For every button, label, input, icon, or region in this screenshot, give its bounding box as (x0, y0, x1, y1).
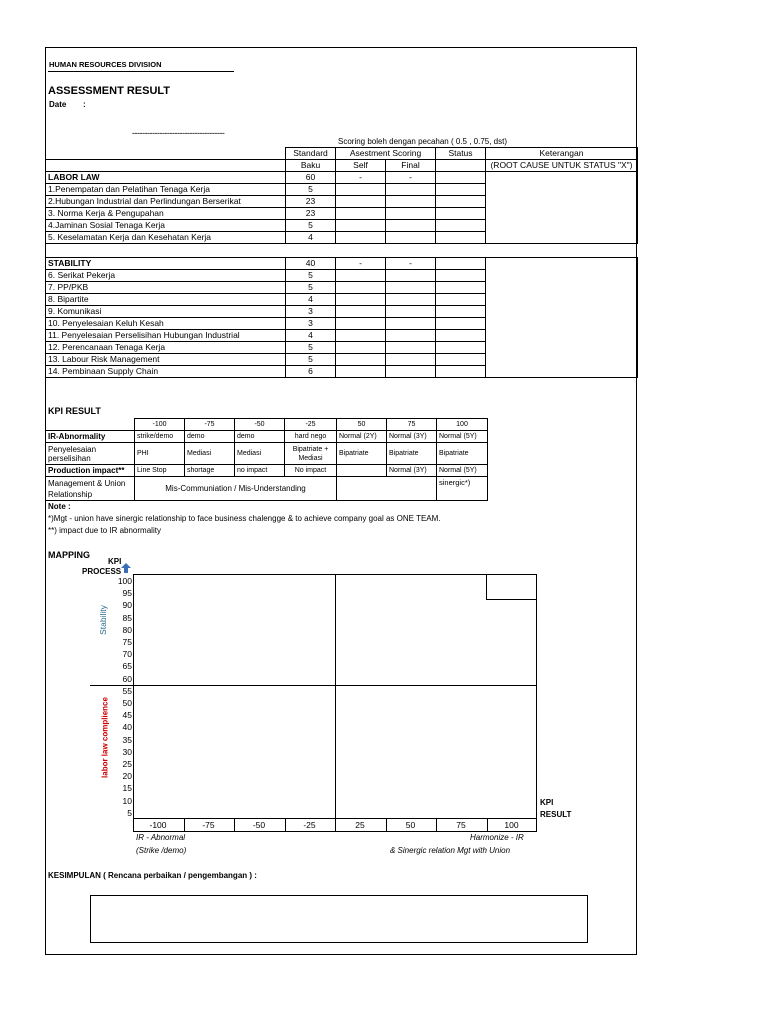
kpi-cell: Bipatriate + Mediasi (285, 443, 337, 465)
x-tick-label: -75 (202, 820, 215, 830)
item-standard: 5 (286, 354, 336, 366)
col-keterangan: Keterangan (486, 148, 638, 160)
item-final[interactable] (386, 354, 436, 366)
item-standard: 23 (286, 208, 336, 220)
item-self[interactable] (336, 208, 386, 220)
division-underline (48, 71, 234, 72)
kpi-cell: Bipatriate (387, 443, 437, 465)
table-row (46, 465, 488, 477)
x-tick-divider (487, 819, 488, 832)
stability-standard: 40 (286, 258, 336, 270)
kpi-cell: Normal (5Y) (437, 465, 488, 477)
item-self[interactable] (336, 196, 386, 208)
kpi-cell: PHI (135, 443, 185, 465)
table-row (46, 431, 488, 443)
item-status[interactable] (436, 232, 486, 244)
kpi-cell: strike/demo (135, 431, 185, 443)
item-status[interactable] (436, 366, 486, 378)
item-label: 5. Keselamatan Kerja dan Kesehatan Kerja (46, 232, 286, 244)
date-label: Date (49, 100, 67, 109)
spacer-row (46, 244, 638, 258)
x-tick-label: 75 (456, 820, 466, 830)
item-label: 14. Pembinaan Supply Chain (46, 366, 286, 378)
labor-law-status[interactable] (436, 172, 486, 184)
y-tick-label: 40 (122, 722, 132, 733)
kpi-score: -25 (285, 419, 337, 431)
kpi-cell: Mediasi (235, 443, 285, 465)
item-standard: 3 (286, 318, 336, 330)
kpi-score: 75 (387, 419, 437, 431)
left-caption-2: (Strike /demo) (136, 846, 187, 855)
up-arrow-icon (120, 562, 132, 574)
kpi-cell: Normal (3Y) (387, 465, 437, 477)
kpi-cell: shortage (185, 465, 235, 477)
item-standard: 5 (286, 184, 336, 196)
y-tick-label: 95 (122, 588, 132, 599)
item-final[interactable] (386, 184, 436, 196)
kpi-cell: Bipatriate (337, 443, 387, 465)
kpi-row-label: IR-Abnormality (46, 431, 135, 443)
item-standard: 5 (286, 282, 336, 294)
kpi-cell: Normal (2Y) (337, 431, 387, 443)
item-self[interactable] (336, 294, 386, 306)
item-label: 6. Serikat Pekerja (46, 270, 286, 282)
item-final[interactable] (386, 196, 436, 208)
kpi-row-label: Production impact** (46, 465, 135, 477)
x-tick-label: 50 (405, 820, 416, 830)
labor-law-keterangan[interactable] (486, 172, 638, 244)
stability-status[interactable] (436, 258, 486, 270)
y-tick-label: 90 (122, 600, 132, 611)
item-label: 4.Jaminan Sosial Tenaga Kerja (46, 220, 286, 232)
kpi-cell: hard nego (285, 431, 337, 443)
item-self[interactable] (336, 306, 386, 318)
y-tick-label: 50 (122, 698, 132, 708)
y-tick-label: 10 (122, 795, 132, 806)
item-self[interactable] (336, 342, 386, 354)
item-standard: 4 (286, 330, 336, 342)
x-tick-divider (184, 819, 185, 832)
x-tick-divider (285, 819, 286, 832)
kpi-cell: Bipatriate (437, 443, 488, 465)
y-tick-label: 35 (122, 734, 132, 745)
item-label: 11. Penyelesaian Perselisihan Hubungan Industrial (46, 330, 286, 342)
item-standard: 5 (286, 220, 336, 232)
kpi-cell: Line Stop (135, 465, 185, 477)
item-final[interactable] (386, 294, 436, 306)
y-tick-label: 70 (122, 649, 132, 660)
item-final[interactable] (386, 330, 436, 342)
kpi-table (45, 418, 488, 501)
y-tick-label: 65 (122, 661, 132, 672)
item-final[interactable] (386, 208, 436, 220)
item-label: 12. Perencanaan Tenaga Kerja (46, 342, 286, 354)
date-colon: : (83, 100, 86, 109)
scoring-note: Scoring boleh dengan pecahan ( 0.5 , 0.75, dst) (338, 137, 508, 146)
kpi-score: -75 (185, 419, 235, 431)
labor-law-final[interactable]: - (386, 172, 436, 184)
item-label: 1.Penempatan dan Pelatihan Tenaga Kerja (46, 184, 286, 196)
x-tick-divider (436, 819, 437, 832)
item-final[interactable] (386, 366, 436, 378)
item-label: 9. Komunikasi (46, 306, 286, 318)
horizontal-divider (133, 685, 537, 686)
kpi-score: -100 (135, 419, 185, 431)
item-final[interactable] (386, 270, 436, 282)
stability-final[interactable]: - (386, 258, 436, 270)
item-status[interactable] (436, 354, 486, 366)
item-label: 8. Bipartite (46, 294, 286, 306)
y-tick-label: 15 (122, 783, 132, 794)
mapping-title: MAPPING (48, 550, 91, 560)
mgmt-last: sinergic*) (437, 477, 488, 501)
col-standard: Standard (286, 148, 336, 160)
item-label: 13. Labour Risk Management (46, 354, 286, 366)
stability-self[interactable]: - (336, 258, 386, 270)
item-self[interactable] (336, 366, 386, 378)
x-axis-title-2: RESULT (540, 810, 572, 819)
kpi-cell: no impact (235, 465, 285, 477)
right-caption-2: & Sinergic relation Mgt with Union (390, 846, 511, 855)
score-table (45, 147, 638, 378)
y-axis-title-2: PROCESS (82, 567, 122, 576)
kpi-score: 100 (437, 419, 488, 431)
item-standard: 5 (286, 342, 336, 354)
x-tick-divider (234, 819, 235, 832)
y-tick-label: 60 (122, 673, 132, 684)
stability-keterangan[interactable] (486, 258, 638, 378)
kpi-row-label: Penyelesaian perselisihan (46, 443, 135, 465)
y-tick-label: 100 (117, 576, 132, 586)
kpi-cell: No impact (285, 465, 337, 477)
x-tick-label: -100 (149, 820, 167, 830)
item-status[interactable] (436, 196, 486, 208)
x-tick-divider (335, 819, 336, 832)
item-status[interactable] (436, 220, 486, 232)
col-baku: Baku (286, 160, 336, 172)
page-title: ASSESSMENT RESULT (48, 85, 171, 97)
labor-law-label: LABOR LAW (46, 172, 286, 184)
item-status[interactable] (436, 318, 486, 330)
item-final[interactable] (386, 318, 436, 330)
kpi-score: -50 (235, 419, 285, 431)
table-row (46, 443, 488, 465)
x-tick-label: 25 (355, 820, 365, 830)
kpi-cell: Normal (3Y) (387, 431, 437, 443)
kpi-cell: demo (235, 431, 285, 443)
table-row (46, 477, 488, 501)
item-self[interactable] (336, 220, 386, 232)
y-tick-label: 55 (122, 685, 132, 696)
item-status[interactable] (436, 282, 486, 294)
item-self[interactable] (336, 232, 386, 244)
x-tick-label: 100 (504, 820, 519, 830)
kpi-title: KPI RESULT (48, 406, 101, 416)
y-tick-label: 20 (122, 771, 132, 782)
item-final[interactable] (386, 342, 436, 354)
item-standard: 23 (286, 196, 336, 208)
x-tick-label: -50 (252, 820, 266, 830)
col-self: Self (336, 160, 386, 172)
item-standard: 4 (286, 232, 336, 244)
x-axis-title-1: KPI (540, 798, 554, 807)
y-tick-label: 5 (127, 807, 132, 818)
note-2: **) impact due to IR abnormality (48, 526, 161, 535)
division-label: HUMAN RESOURCES DIVISION (49, 60, 162, 69)
item-status[interactable] (436, 270, 486, 282)
y-tick-label: 45 (122, 710, 132, 721)
y-tick-label: 75 (122, 637, 132, 647)
top-right-zone (486, 574, 537, 600)
y-tick-label: 80 (122, 624, 132, 635)
stability-axis-label: Stability (98, 605, 108, 635)
y-tick-label: 25 (122, 759, 132, 769)
col-assessment: Asestment Scoring (336, 148, 436, 160)
item-self[interactable] (336, 282, 386, 294)
col-keterangan-sub: (ROOT CAUSE UNTUK STATUS "X") (486, 160, 638, 172)
item-standard: 3 (286, 306, 336, 318)
labor-axis-label: labor law complience (100, 697, 110, 778)
item-self[interactable] (336, 318, 386, 330)
item-standard: 6 (286, 366, 336, 378)
mgmt-empty (337, 477, 437, 501)
y-divider-extension (90, 685, 133, 686)
item-final[interactable] (386, 282, 436, 294)
right-caption-1: Harmonize - IR (470, 833, 524, 842)
item-label: 2.Hubungan Industrial dan Perlindungan Berserikat (46, 196, 286, 208)
mgmt-cell: Mis-Communiation / Mis-Understanding (135, 477, 337, 501)
item-label: 10. Penyelesaian Keluh Kesah (46, 318, 286, 330)
mgmt-label: Management & Union Relationship (46, 477, 135, 501)
vertical-divider (335, 574, 336, 819)
col-final: Final (386, 160, 436, 172)
item-final[interactable] (386, 232, 436, 244)
date-line[interactable]: ------------------------------------- (132, 128, 225, 138)
conclusion-label: KESIMPULAN ( Rencana perbaikan / pengembangan ) : (48, 871, 257, 880)
item-self[interactable] (336, 354, 386, 366)
item-standard: 5 (286, 270, 336, 282)
x-tick-label: -25 (303, 820, 316, 830)
item-label: 3. Norma Kerja & Pengupahan (46, 208, 286, 220)
item-status[interactable] (436, 208, 486, 220)
item-status[interactable] (436, 342, 486, 354)
note-title: Note : (48, 502, 71, 511)
note-1: *)Mgt - union have sinergic relationship to face business chalengge & to achieve company goal as ONE TEAM. (48, 514, 441, 523)
kpi-cell (337, 465, 387, 477)
kpi-cell: Normal (5Y) (437, 431, 488, 443)
item-self[interactable] (336, 270, 386, 282)
item-final[interactable] (386, 220, 436, 232)
conclusion-textarea[interactable] (90, 895, 588, 943)
item-standard: 4 (286, 294, 336, 306)
y-axis-title-1: KPI (108, 557, 122, 566)
y-tick-label: 30 (122, 746, 132, 757)
item-label: 7. PP/PKB (46, 282, 286, 294)
kpi-score: 50 (337, 419, 387, 431)
item-status[interactable] (436, 294, 486, 306)
item-status[interactable] (436, 184, 486, 196)
item-final[interactable] (386, 306, 436, 318)
labor-law-self[interactable]: - (336, 172, 386, 184)
col-status: Status (436, 148, 486, 160)
item-self[interactable] (336, 330, 386, 342)
y-tick-label: 85 (122, 612, 132, 623)
item-status[interactable] (436, 306, 486, 318)
kpi-cell: demo (185, 431, 235, 443)
x-tick-divider (386, 819, 387, 832)
labor-law-standard: 60 (286, 172, 336, 184)
item-self[interactable] (336, 184, 386, 196)
left-caption-1: IR - Abnormal (136, 833, 186, 842)
item-status[interactable] (436, 330, 486, 342)
kpi-cell: Mediasi (185, 443, 235, 465)
stability-label: STABILITY (46, 258, 286, 270)
